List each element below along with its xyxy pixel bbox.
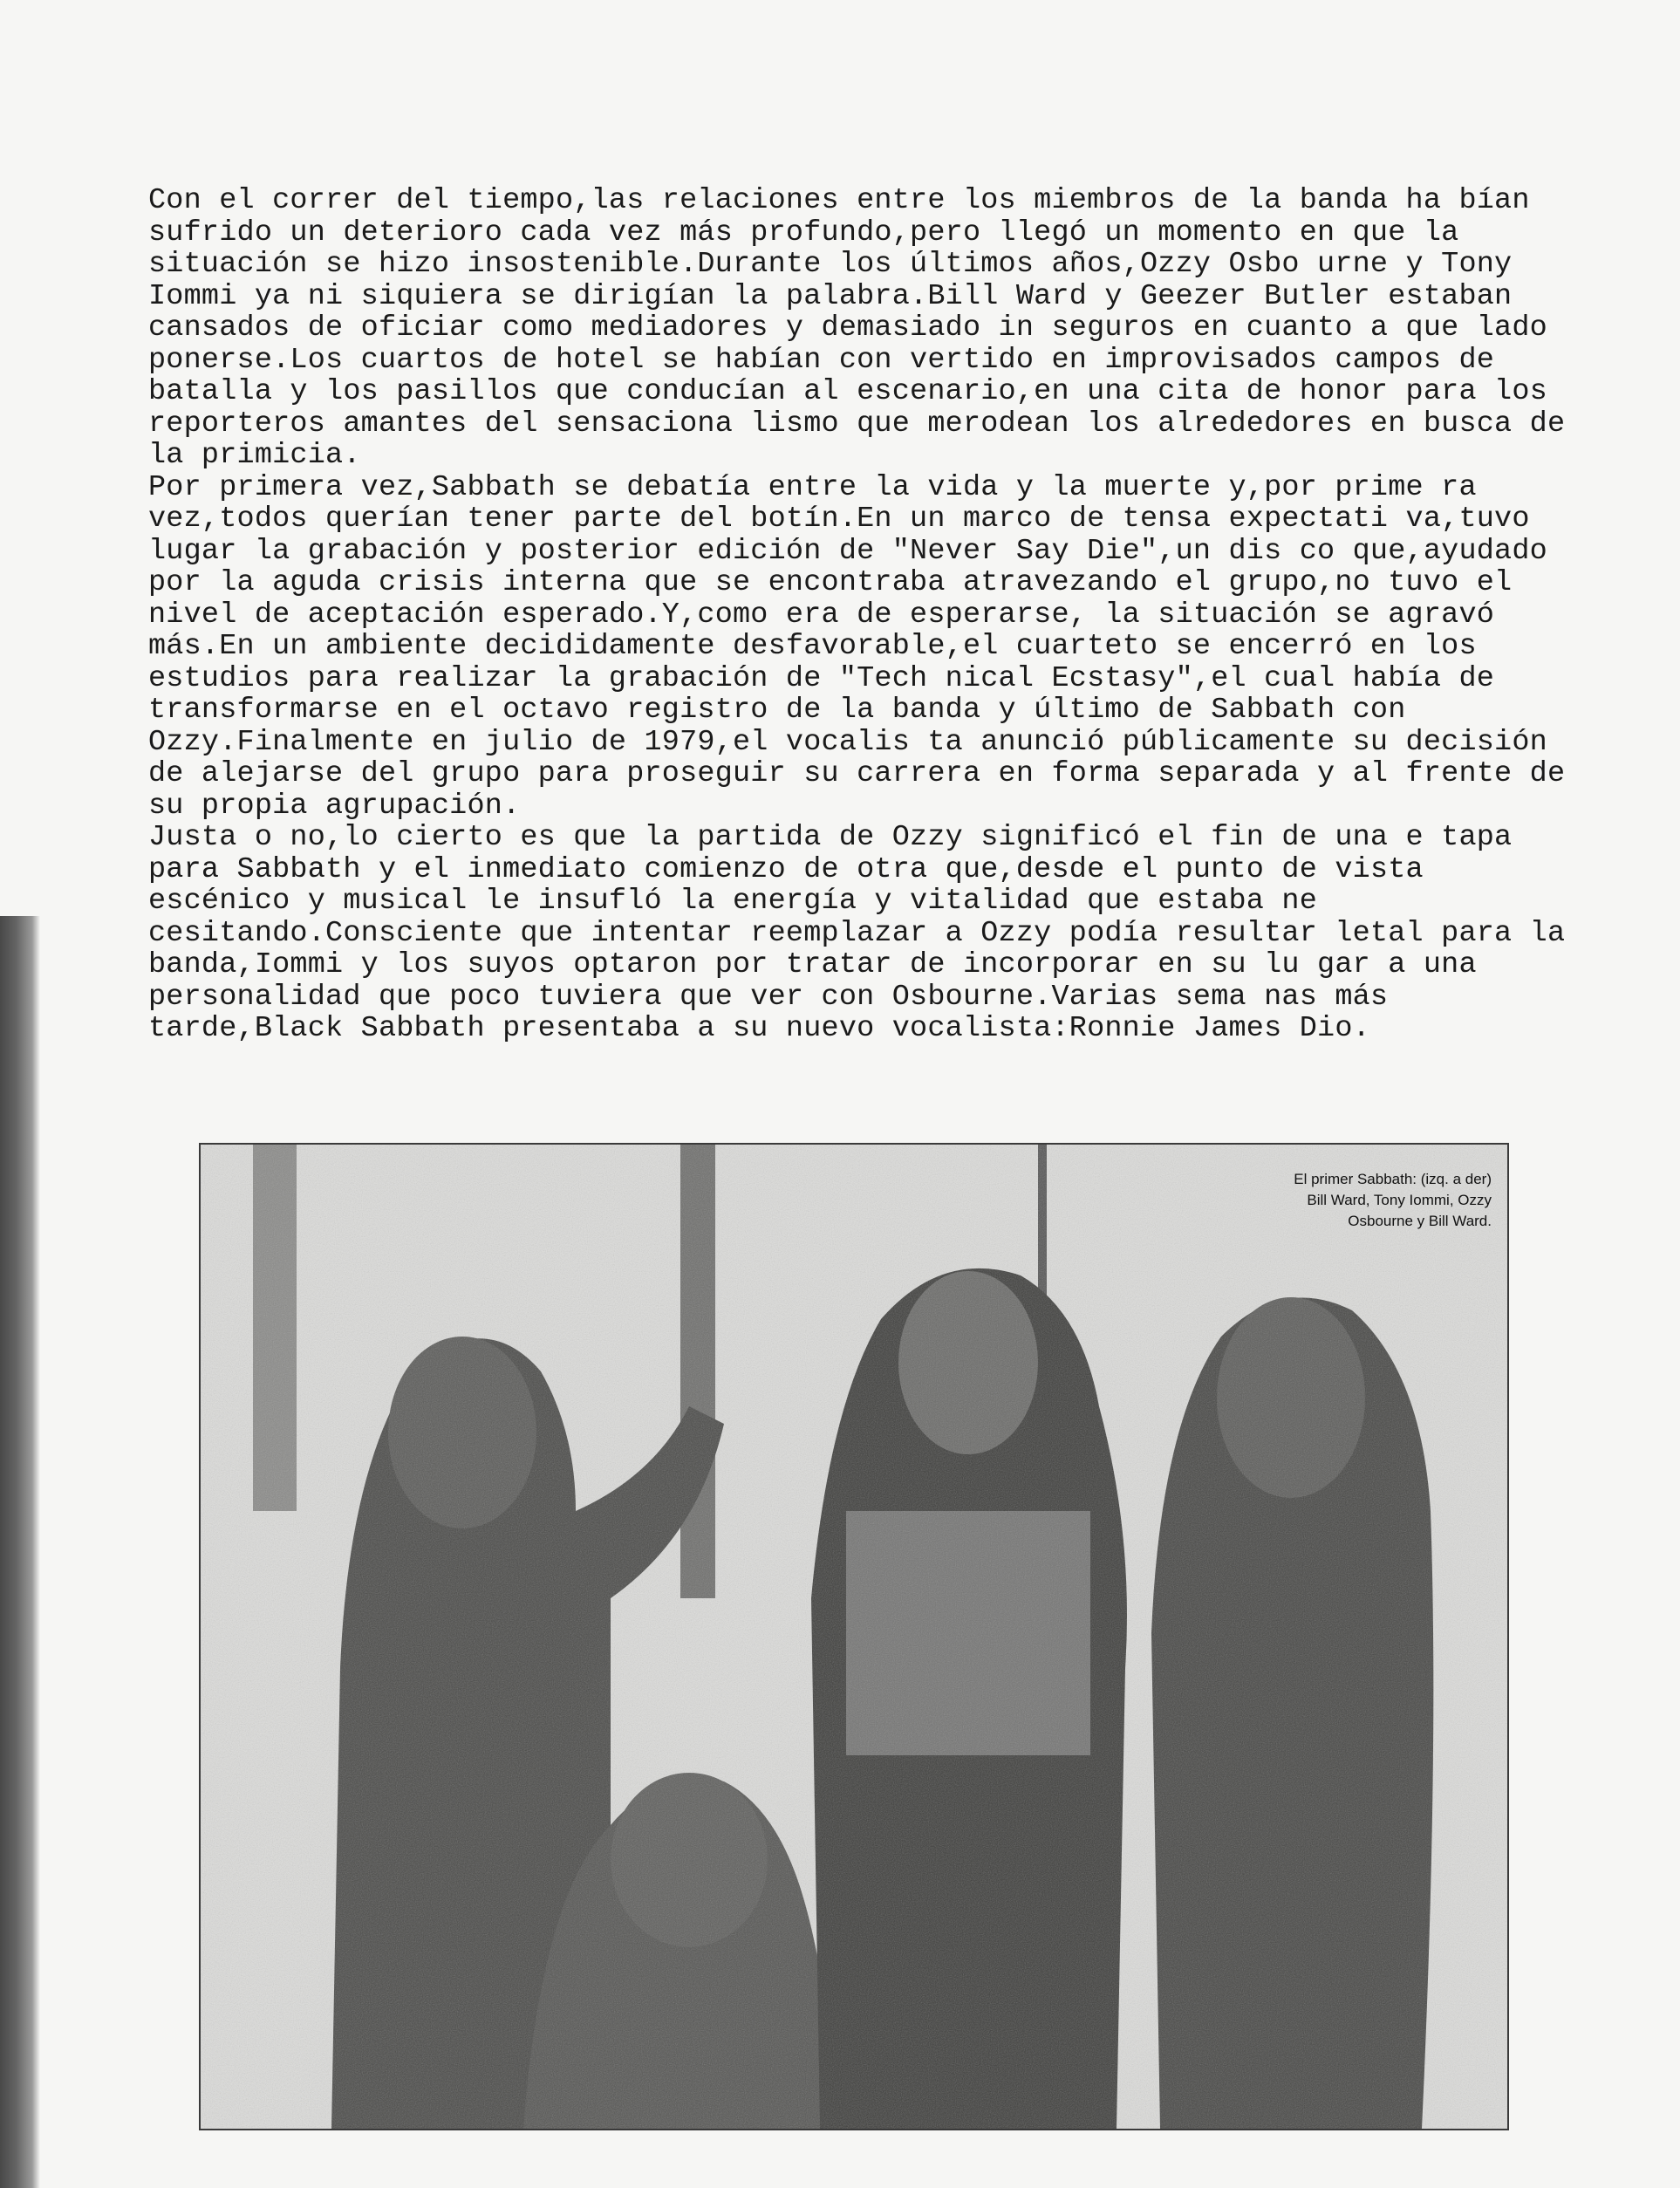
caption-line-1: El primer Sabbath: (izq. a der) [1294,1171,1492,1187]
article-paragraph-3: Justa o no,lo cierto es que la partida de Ozzy significó el fin de una e tapa para Sabbath y el inmediato comienzo de otra que,desde el punto de vista escénico y musical le insufló la energía y vitalidad que estaba ne cesitando.Consciente que intentar reemplazar a Ozzy podía resultar letal para la banda,Iommi y los suyos optaron por tratar de incorporar en su lu gar a una personalidad que poco tuviera que ver con Osbourne.Varias sema nas más tarde,Black Sabbath presentaba a su nuevo vocalista:Ronnie James Dio. [148,821,1583,1045]
scan-edge-artifact [0,916,40,2188]
article-paragraph-2: Por primera vez,Sabbath se debatía entre la vida y la muerte y,por prime ra vez,todos querían tener parte del botín.En un marco de tensa expectati va,tuvo lugar la grabación y posterior edición de "Never Say Die",un dis co que,ayudado por la aguda crisis interna que se encontraba atravezando el grupo,no tuvo el nivel de aceptación esperado.Y,como era de esperarse, la situación se agravó más.En un ambiente decididamente desfavorable,el cuarteto se encerró en los estudios para realizar la grabación de "Tech nical Ecstasy",el cual había de transformarse en el octavo registro de la banda y último de Sabbath con Ozzy.Finalmente en julio de 1979,el vocalis ta anunció públicamente su decisión de alejarse del grupo para proseguir su carrera en forma separada y al frente de su propia agrupación. [148,470,1583,823]
band-photo-image [201,1145,1507,2129]
article-paragraph-1: Con el correr del tiempo,las relaciones entre los miembros de la banda ha bían sufrido un deterioro cada vez más profundo,pero llegó un momento en que la situación se hizo insostenible.Durante los últimos años,Ozzy Osbo urne y Tony Iommi ya ni siquiera se dirigían la palabra.Bill Ward y Geezer Butler estaban cansados de oficiar como mediadores y demasiado in seguros en cuanto a que lado ponerse.Los cuartos de hotel se habían con vertido en improvisados campos de batalla y los pasillos que conducían al escenario,en una cita de honor para los reporteros amantes del sensaciona lismo que merodean los alrededores en busca de la primicia. [148,184,1583,472]
article-body [148,184,1583,1045]
band-photo [199,1143,1509,2130]
photo-caption [1178,1169,1492,1232]
caption-line-3: Osbourne y Bill Ward. [1348,1213,1492,1229]
caption-line-2: Bill Ward, Tony Iommi, Ozzy [1307,1192,1492,1208]
